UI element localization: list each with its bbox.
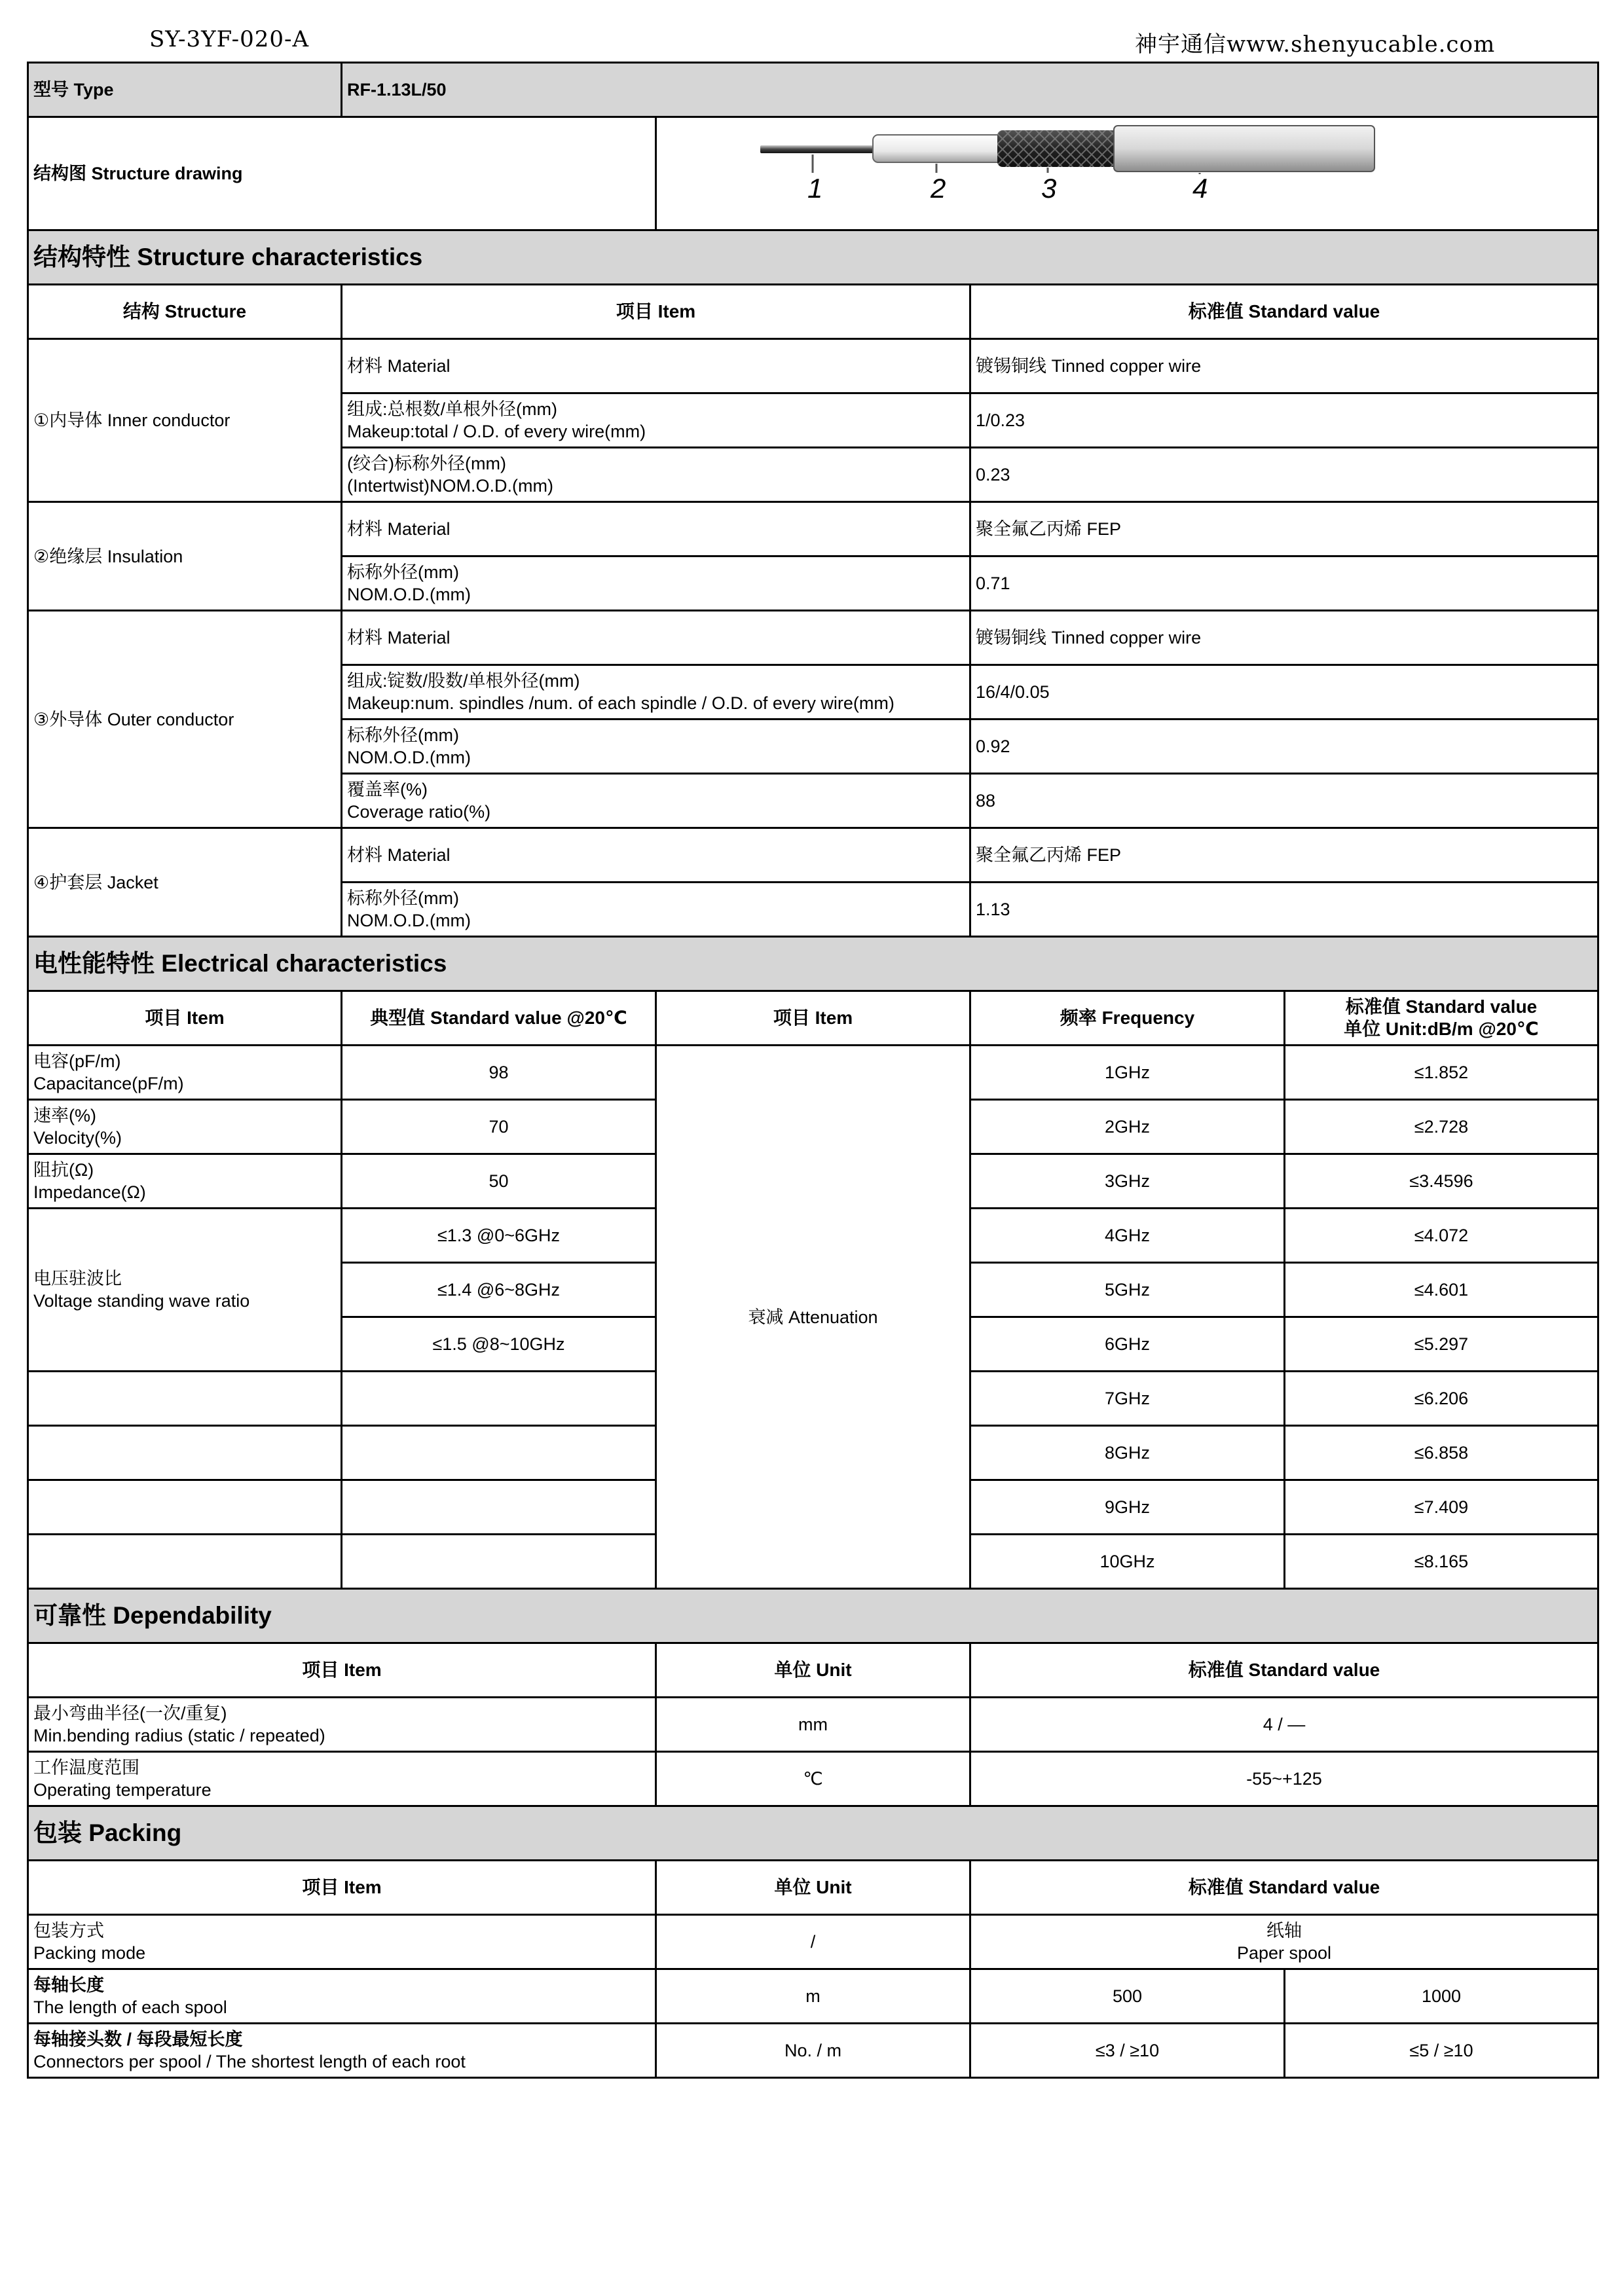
frequency-cell: 6GHz bbox=[970, 1317, 1285, 1372]
column-header bbox=[1285, 991, 1598, 1046]
frequency-cell: 1GHz bbox=[970, 1046, 1285, 1100]
value-cell: 500 bbox=[970, 1969, 1285, 2024]
value-cell: 50 bbox=[342, 1154, 656, 1209]
item-cell bbox=[342, 665, 970, 720]
column-header: 项目 Item bbox=[342, 285, 970, 339]
value-cell: 1.13 bbox=[970, 883, 1598, 937]
attenuation-value: ≤2.728 bbox=[1285, 1100, 1598, 1154]
item-cell: 材料 Material bbox=[342, 339, 970, 393]
table-row bbox=[28, 611, 1598, 665]
attenuation-label: 衰减 Attenuation bbox=[656, 1046, 970, 1589]
item-label-cn: 阻抗(Ω) bbox=[33, 1160, 94, 1180]
attenuation-value: ≤6.206 bbox=[1285, 1372, 1598, 1426]
item-cell bbox=[28, 1046, 342, 1100]
empty-cell bbox=[28, 1372, 342, 1426]
value-cell: 88 bbox=[970, 774, 1598, 828]
jacket-shape bbox=[1114, 126, 1375, 172]
table-row bbox=[28, 1752, 1598, 1806]
item-cell: 材料 Material bbox=[342, 828, 970, 883]
empty-cell bbox=[342, 1535, 656, 1589]
column-header: 频率 Frequency bbox=[970, 991, 1285, 1046]
empty-cell bbox=[342, 1480, 656, 1535]
callout-number-2: 2 bbox=[931, 173, 946, 204]
section-title: 结构特性 Structure characteristics bbox=[28, 230, 1598, 285]
item-label-en: Packing mode bbox=[33, 1943, 146, 1963]
braid-texture bbox=[997, 130, 1125, 167]
company-website: 神宇通信www.shenyucable.com bbox=[1135, 31, 1496, 58]
item-label-cn: 包装方式 bbox=[33, 1921, 104, 1941]
frequency-cell: 3GHz bbox=[970, 1154, 1285, 1209]
value-cell: 1/0.23 bbox=[970, 393, 1598, 448]
table-row bbox=[28, 1915, 1598, 1969]
header-line-1: 标准值 Standard value bbox=[1345, 996, 1538, 1017]
table-row bbox=[28, 1969, 1598, 2024]
empty-cell bbox=[28, 1426, 342, 1480]
item-label-cn: (绞合)标称外径(mm) bbox=[347, 454, 506, 473]
value-cell: 0.92 bbox=[970, 720, 1598, 774]
item-cell bbox=[28, 1698, 656, 1752]
section-electrical bbox=[28, 937, 1598, 991]
item-cell bbox=[342, 774, 970, 828]
item-label-en: The length of each spool bbox=[33, 1997, 227, 2017]
item-label-cn: 电压驻波比 bbox=[33, 1269, 122, 1288]
item-label-cn: 标称外径(mm) bbox=[347, 725, 459, 745]
frequency-cell: 8GHz bbox=[970, 1426, 1285, 1480]
attenuation-value: ≤8.165 bbox=[1285, 1535, 1598, 1589]
unit-cell: / bbox=[656, 1915, 970, 1969]
table-header-row bbox=[28, 1643, 1598, 1698]
callout-number-3: 3 bbox=[1041, 173, 1057, 204]
item-cell bbox=[342, 556, 970, 611]
item-label-en: Min.bending radius (static / repeated) bbox=[33, 1726, 325, 1745]
item-label-en: Makeup:num. spindles /num. of each spindle / O.D. of every wire(mm) bbox=[347, 693, 895, 713]
unit-cell: ℃ bbox=[656, 1752, 970, 1806]
table-row bbox=[28, 339, 1598, 393]
empty-cell bbox=[28, 1480, 342, 1535]
item-cell bbox=[342, 883, 970, 937]
value-cell: 聚全氟乙丙烯 FEP bbox=[970, 502, 1598, 556]
item-label-en: Velocity(%) bbox=[33, 1128, 122, 1148]
item-cell bbox=[342, 393, 970, 448]
item-cell: 材料 Material bbox=[342, 502, 970, 556]
table-header-row bbox=[28, 285, 1598, 339]
value-cell: 0.71 bbox=[970, 556, 1598, 611]
attenuation-value: ≤4.072 bbox=[1285, 1209, 1598, 1263]
attenuation-value: ≤5.297 bbox=[1285, 1317, 1598, 1372]
type-value: RF-1.13L/50 bbox=[342, 63, 1598, 117]
table-row bbox=[28, 502, 1598, 556]
attenuation-value: ≤6.858 bbox=[1285, 1426, 1598, 1480]
frequency-cell: 10GHz bbox=[970, 1535, 1285, 1589]
value-cell: 1000 bbox=[1285, 1969, 1598, 2024]
item-label-en: NOM.O.D.(mm) bbox=[347, 911, 471, 930]
structure-name: ②绝缘层 Insulation bbox=[28, 502, 342, 611]
column-header: 单位 Unit bbox=[656, 1861, 970, 1915]
column-header: 项目 Item bbox=[28, 1861, 656, 1915]
value-cell: 98 bbox=[342, 1046, 656, 1100]
item-label-cn: 每轴接头数 / 每段最短长度 bbox=[33, 2030, 243, 2049]
item-label-en: NOM.O.D.(mm) bbox=[347, 585, 471, 604]
item-label-cn: 标称外径(mm) bbox=[347, 888, 459, 908]
column-header: 项目 Item bbox=[28, 1643, 656, 1698]
value-cell: 聚全氟乙丙烯 FEP bbox=[970, 828, 1598, 883]
item-cell bbox=[28, 1100, 342, 1154]
section-packing bbox=[28, 1806, 1598, 1861]
table-row bbox=[28, 2024, 1598, 2078]
item-label-cn: 电容(pF/m) bbox=[33, 1051, 121, 1071]
empty-cell bbox=[342, 1372, 656, 1426]
item-label-en: Voltage standing wave ratio bbox=[33, 1291, 250, 1311]
attenuation-value: ≤1.852 bbox=[1285, 1046, 1598, 1100]
type-label: 型号 Type bbox=[28, 63, 342, 117]
table-header-row bbox=[28, 1861, 1598, 1915]
callout-number-4: 4 bbox=[1192, 173, 1208, 204]
column-header: 标准值 Standard value bbox=[970, 1861, 1598, 1915]
column-header: 单位 Unit bbox=[656, 1643, 970, 1698]
value-cell: 0.23 bbox=[970, 448, 1598, 502]
unit-cell: mm bbox=[656, 1698, 970, 1752]
value-cell: 镀锡铜线 Tinned copper wire bbox=[970, 611, 1598, 665]
value-cell: ≤5 / ≥10 bbox=[1285, 2024, 1598, 2078]
item-cell bbox=[28, 2024, 656, 2078]
frequency-cell: 7GHz bbox=[970, 1372, 1285, 1426]
frequency-cell: 4GHz bbox=[970, 1209, 1285, 1263]
item-label-cn: 组成:锭数/股数/单根外径(mm) bbox=[347, 671, 580, 691]
cable-structure-drawing bbox=[657, 118, 1598, 229]
spec-sheet-table bbox=[27, 62, 1599, 2079]
column-header: 标准值 Standard value bbox=[970, 285, 1598, 339]
item-cell bbox=[28, 1154, 342, 1209]
column-header: 结构 Structure bbox=[28, 285, 342, 339]
empty-cell bbox=[342, 1426, 656, 1480]
attenuation-value: ≤4.601 bbox=[1285, 1263, 1598, 1317]
item-label-en: Operating temperature bbox=[33, 1780, 212, 1800]
item-cell bbox=[342, 720, 970, 774]
item-cell bbox=[28, 1752, 656, 1806]
value-en: Paper spool bbox=[1236, 1943, 1332, 1963]
item-label-en: Impedance(Ω) bbox=[33, 1182, 146, 1202]
structure-drawing-label: 结构图 Structure drawing bbox=[28, 117, 656, 230]
table-header-row bbox=[28, 991, 1598, 1046]
item-cell: 材料 Material bbox=[342, 611, 970, 665]
value-cell: ≤1.4 @6~8GHz bbox=[342, 1263, 656, 1317]
table-row bbox=[28, 828, 1598, 883]
item-label-en: Connectors per spool / The shortest length of each root bbox=[33, 2052, 466, 2071]
value-cell: ≤3 / ≥10 bbox=[970, 2024, 1285, 2078]
value-cell: 16/4/0.05 bbox=[970, 665, 1598, 720]
item-label-cn: 组成:总根数/单根外径(mm) bbox=[347, 399, 557, 419]
structure-name: ④护套层 Jacket bbox=[28, 828, 342, 937]
column-header: 项目 Item bbox=[28, 991, 342, 1046]
type-row bbox=[28, 63, 1598, 117]
frequency-cell: 2GHz bbox=[970, 1100, 1285, 1154]
value-cell bbox=[970, 1915, 1598, 1969]
unit-cell: m bbox=[656, 1969, 970, 2024]
section-title: 电性能特性 Electrical characteristics bbox=[28, 937, 1598, 991]
value-cell: -55~+125 bbox=[970, 1752, 1598, 1806]
section-structure bbox=[28, 230, 1598, 285]
table-row bbox=[28, 1698, 1598, 1752]
structure-drawing-cell bbox=[656, 117, 1598, 230]
item-cell bbox=[28, 1969, 656, 2024]
attenuation-value: ≤7.409 bbox=[1285, 1480, 1598, 1535]
frequency-cell: 9GHz bbox=[970, 1480, 1285, 1535]
item-cell bbox=[342, 448, 970, 502]
item-cell bbox=[28, 1915, 656, 1969]
column-header: 标准值 Standard value bbox=[970, 1643, 1598, 1698]
item-label-en: Capacitance(pF/m) bbox=[33, 1074, 184, 1093]
item-label-cn: 每轴长度 bbox=[33, 1975, 104, 1995]
value-cn: 纸轴 bbox=[1266, 1921, 1302, 1941]
header-line-2: 单位 Unit:dB/m @20℃ bbox=[1344, 1019, 1539, 1039]
item-label-cn: 覆盖率(%) bbox=[347, 780, 428, 799]
column-header: 典型值 Standard value @20℃ bbox=[342, 991, 656, 1046]
unit-cell: No. / m bbox=[656, 2024, 970, 2078]
item-label-cn: 最小弯曲半径(一次/重复) bbox=[33, 1704, 227, 1723]
table-row bbox=[28, 1046, 1598, 1100]
section-dependability bbox=[28, 1589, 1598, 1643]
value-cell: ≤1.5 @8~10GHz bbox=[342, 1317, 656, 1372]
document-code: SY-3YF-020-A bbox=[149, 26, 310, 52]
structure-name: ③外导体 Outer conductor bbox=[28, 611, 342, 828]
frequency-cell: 5GHz bbox=[970, 1263, 1285, 1317]
item-cell bbox=[28, 1209, 342, 1372]
item-label-cn: 标称外径(mm) bbox=[347, 562, 459, 582]
structure-drawing-row bbox=[28, 117, 1598, 230]
value-cell: 镀锡铜线 Tinned copper wire bbox=[970, 339, 1598, 393]
callout-number-1: 1 bbox=[807, 173, 823, 204]
item-label-en: Coverage ratio(%) bbox=[347, 802, 491, 822]
value-cell: 70 bbox=[342, 1100, 656, 1154]
value-cell: ≤1.3 @0~6GHz bbox=[342, 1209, 656, 1263]
value-cell: 4 / — bbox=[970, 1698, 1598, 1752]
structure-name: ①内导体 Inner conductor bbox=[28, 339, 342, 502]
item-label-en: (Intertwist)NOM.O.D.(mm) bbox=[347, 476, 553, 496]
section-title: 包装 Packing bbox=[28, 1806, 1598, 1861]
attenuation-value: ≤3.4596 bbox=[1285, 1154, 1598, 1209]
empty-cell bbox=[28, 1535, 342, 1589]
inner-conductor-shape bbox=[760, 145, 879, 153]
item-label-en: NOM.O.D.(mm) bbox=[347, 748, 471, 767]
item-label-cn: 速率(%) bbox=[33, 1106, 96, 1125]
item-label-cn: 工作温度范围 bbox=[33, 1758, 139, 1777]
item-label-en: Makeup:total / O.D. of every wire(mm) bbox=[347, 422, 646, 441]
section-title: 可靠性 Dependability bbox=[28, 1589, 1598, 1643]
column-header: 项目 Item bbox=[656, 991, 970, 1046]
